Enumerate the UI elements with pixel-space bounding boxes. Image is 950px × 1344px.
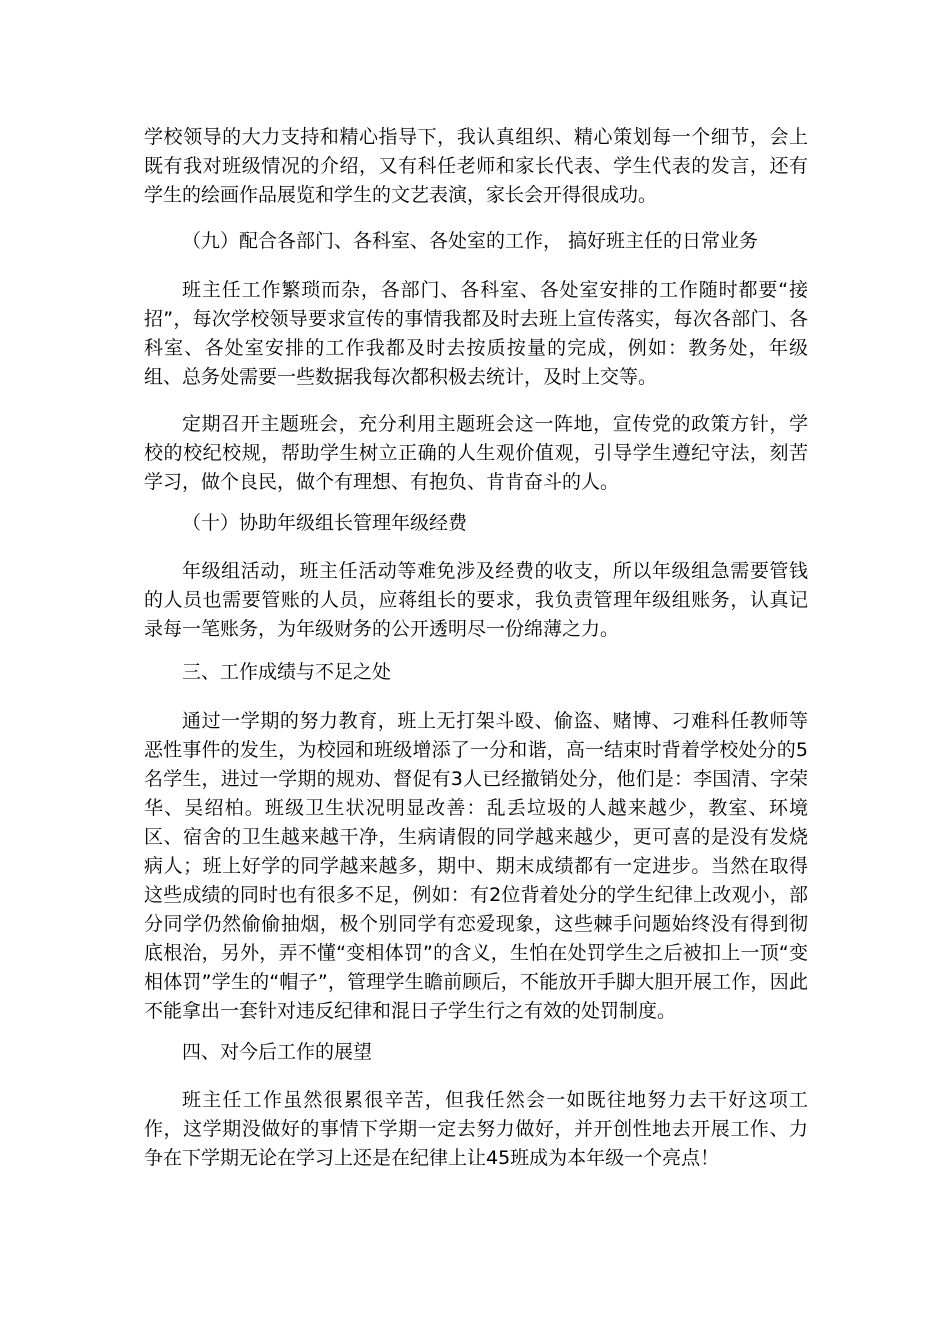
paragraph-text: 班主任工作繁琐而杂，各部门、各科室、各处室安排的工作随时都要“接招”，每次学校领导要求宣传的事情我都及时去班上宣传落实，每次各部门、各科室、各处室安排的工作我都及时去按质按量的完成，例如：教务处，年级组、总务处需要一些数据我每次都积极去统计，及时上交等。 — [144, 279, 808, 388]
paragraph-text: 年级组活动，班主任活动等难免涉及经费的收支，所以年级组急需要管钱的人员也需要管账的人员，应蒋组长的要求，我负责管理年级组账务，认真记录每一笔账务，为年级财务的公开透明尽一份绵薄之力。 — [144, 560, 808, 640]
paragraph-outlook — [144, 1086, 808, 1173]
section-heading-four — [144, 1038, 808, 1067]
paragraph-text: 班主任工作虽然很累很辛苦，但我任然会一如既往地努力去干好这项工作，这学期没做好的事情下学期一定去努力做好，并开创性地去开展工作、力争在下学期无论在学习上还是在纪律上让45班成为本年级一个亮点！ — [144, 1089, 808, 1169]
heading-text: 四、对今后工作的展望 — [182, 1041, 373, 1063]
paragraph-text: 学校领导的大力支持和精心指导下，我认真组织、精心策划每一个细节，会上既有我对班级情况的介绍，又有科任老师和家长代表、学生代表的发言，还有学生的绘画作品展览和学生的文艺表演，家长会开得很成功。 — [144, 126, 808, 206]
section-heading-nine — [144, 227, 808, 256]
paragraph-text: 通过一学期的努力教育，班上无打架斗殴、偷盗、赌博、刁难科任教师等恶性事件的发生，为校园和班级增添了一分和谐，高一结束时背着学校处分的5名学生，进过一学期的规劝、督促有3人已经撤销处分，他们是：李国清、字荣华、吴绍柏。班级卫生状况明显改善：乱丢垃圾的人越来越少，教室、环境区、宿舍的卫生越来越干净，生病请假的同学越来越少，更可喜的是没有发烧病人；班上好学的同学越来越多，期中、期末成绩都有一定进步。当然在取得这些成绩的同时也有很多不足，例如：有2位背着处分的学生纪律上改观小，部分同学仍然偷偷抽烟，极个别同学有恋爱现象，这些棘手问题始终没有得到彻底根治，另外，弄不懂“变相体罚”的含义，生怕在处罚学生之后被扣上一顶“变相体罚”学生的“帽子”，管理学生瞻前顾后，不能放开手脚大胆开展工作，因此不能拿出一套针对违反纪律和混日子学生行之有效的处罚制度。 — [144, 710, 808, 1022]
paragraph-achievements — [144, 707, 808, 1026]
heading-text: 三、工作成绩与不足之处 — [182, 661, 392, 683]
section-heading-ten — [144, 509, 808, 538]
paragraph-grade-funds — [144, 557, 808, 644]
paragraph-text: 定期召开主题班会，充分利用主题班会这一阵地，宣传党的政策方针，学校的校纪校规，帮助学生树立正确的人生观价值观，引导学生遵纪守法，刻苦学习，做个良民，做个有理想、有抱负、肯肯奋斗的人。 — [144, 413, 808, 493]
section-heading-three — [144, 658, 808, 687]
heading-text: （十）协助年级组长管理年级经费 — [182, 512, 468, 534]
paragraph-theme-class-meeting — [144, 410, 808, 497]
paragraph-daily-work — [144, 276, 808, 392]
heading-text: （九）配合各部门、各科室、各处室的工作， 搞好班主任的日常业务 — [182, 230, 759, 252]
paragraph-parent-meeting-continued — [144, 123, 808, 210]
